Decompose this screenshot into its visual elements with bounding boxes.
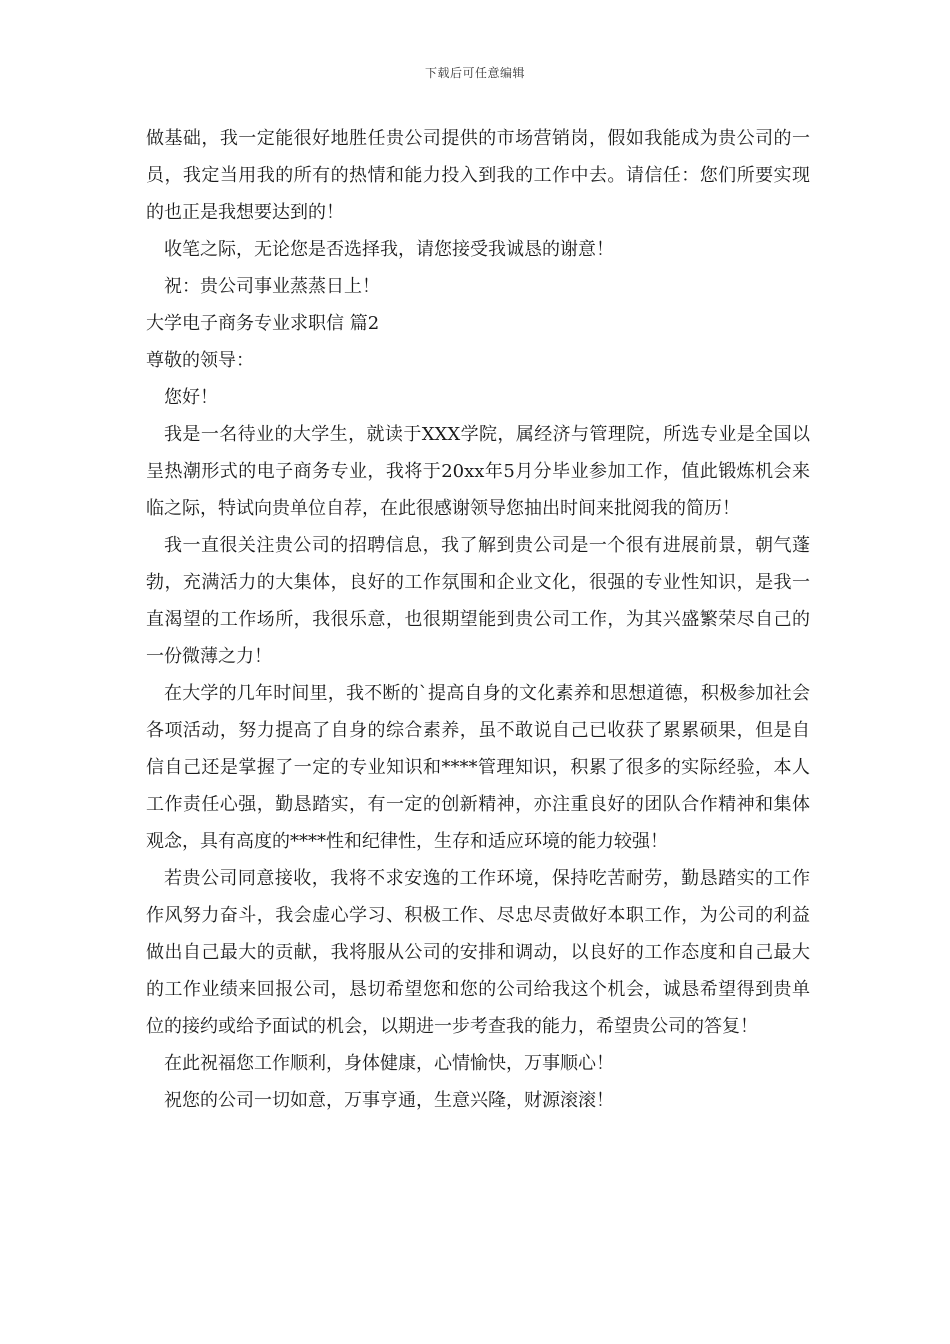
- paragraph-university-experience: 在大学的几年时间里，我不断的`提高自身的文化素养和思想道德，积极参加社会各项活动，努力提高了自身的综合素养，虽不敢说自己已收获了累累硕果，但是自信自己还是掌握了一定的专业知识和****管理知识，积累了很多的实际经验，本人工作责任心强，勤恳踏实，有一定的创新精神，亦注重良好的团队合作精神和集体观念，具有高度的****性和纪律性，生存和适应环境的能力较强！: [146, 683, 810, 852]
- paragraph-final-wish: 祝您的公司一切如意，万事亨通，生意兴隆，财源滚滚！: [164, 1090, 614, 1111]
- section-title: 大学电子商务专业求职信 篇2: [146, 313, 380, 334]
- paragraph-commitment: 若贵公司同意接收，我将不求安逸的工作环境，保持吃苦耐劳，勤恳踏实的工作作风努力奋斗，我会虚心学习、积极工作、尽忠尽责做好本职工作，为公司的利益做出自己最大的贡献，我将服从公司的安排和调动，以良好的工作态度和自己最大的工作业绩来回报公司，恳切希望您和您的公司给我这个机会，诚恳希望得到贵单位的接约或给予面试的机会，以期进一步考查我的能力，希望贵公司的答复！: [146, 868, 810, 1037]
- salutation: 尊敬的领导：: [146, 350, 254, 371]
- paragraph-closing-thanks: 收笔之际，无论您是否选择我，请您接受我诚恳的谢意！: [164, 239, 614, 260]
- paragraph-introduction: 我是一名待业的大学生，就读于XXX学院，属经济与管理院，所选专业是全国以呈热潮形式的电子商务专业，我将于20xx年5月分毕业参加工作，值此锻炼机会来临之际，特试向贵单位自荐，在此很感谢领导您抽出时间来批阅我的简历！: [146, 424, 810, 519]
- paragraph-continuation: 做基础，我一定能很好地胜任贵公司提供的市场营销岗，假如我能成为贵公司的一员，我定当用我的所有的热情和能力投入到我的工作中去。请信任：您们所要实现的也正是我想要达到的！: [146, 128, 810, 223]
- paragraph-wish: 祝：贵公司事业蒸蒸日上！: [164, 276, 380, 297]
- paragraph-company-interest: 我一直很关注贵公司的招聘信息，我了解到贵公司是一个很有进展前景，朝气蓬勃，充满活力的大集体，良好的工作氛围和企业文化，很强的专业性知识，是我一直渴望的工作场所，我很乐意，也很期望能到贵公司工作，为其兴盛繁荣尽自己的一份微薄之力！: [146, 535, 810, 667]
- document-body: [146, 120, 810, 1119]
- page-header: 下载后可任意编辑: [424, 66, 525, 80]
- paragraph-blessing: 在此祝福您工作顺利，身体健康，心情愉快，万事顺心！: [164, 1053, 614, 1074]
- greeting: 您好！: [164, 387, 218, 408]
